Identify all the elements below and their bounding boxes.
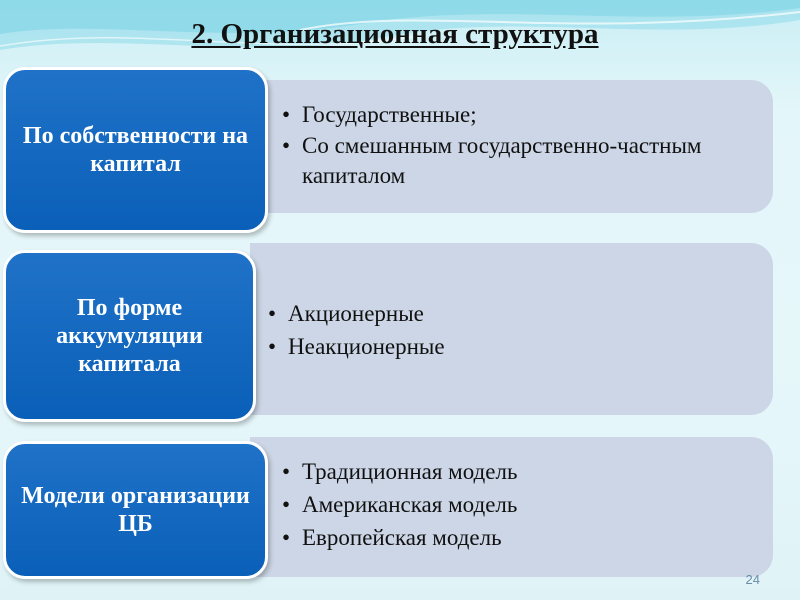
page-title: 2. Организационная структура bbox=[191, 18, 599, 50]
section-heading: По форме аккумуляции капитала bbox=[3, 250, 256, 422]
list-item: • Государственные; bbox=[282, 98, 742, 131]
page-number: 24 bbox=[745, 572, 760, 587]
list-item: • Американская модель bbox=[282, 488, 742, 521]
list-item: • Неакционерные bbox=[268, 330, 748, 363]
section-items bbox=[268, 297, 748, 363]
section-items bbox=[282, 98, 742, 191]
section-heading: По собственности на капитал bbox=[3, 67, 268, 233]
list-item: • Акционерные bbox=[268, 297, 748, 330]
list-item: • Европейская модель bbox=[282, 521, 742, 554]
list-item: • Со смешанным государственно-частным капиталом bbox=[282, 131, 732, 191]
list-item: • Традиционная модель bbox=[282, 455, 742, 488]
section-items bbox=[282, 455, 742, 554]
section-heading: Модели организации ЦБ bbox=[3, 441, 268, 579]
